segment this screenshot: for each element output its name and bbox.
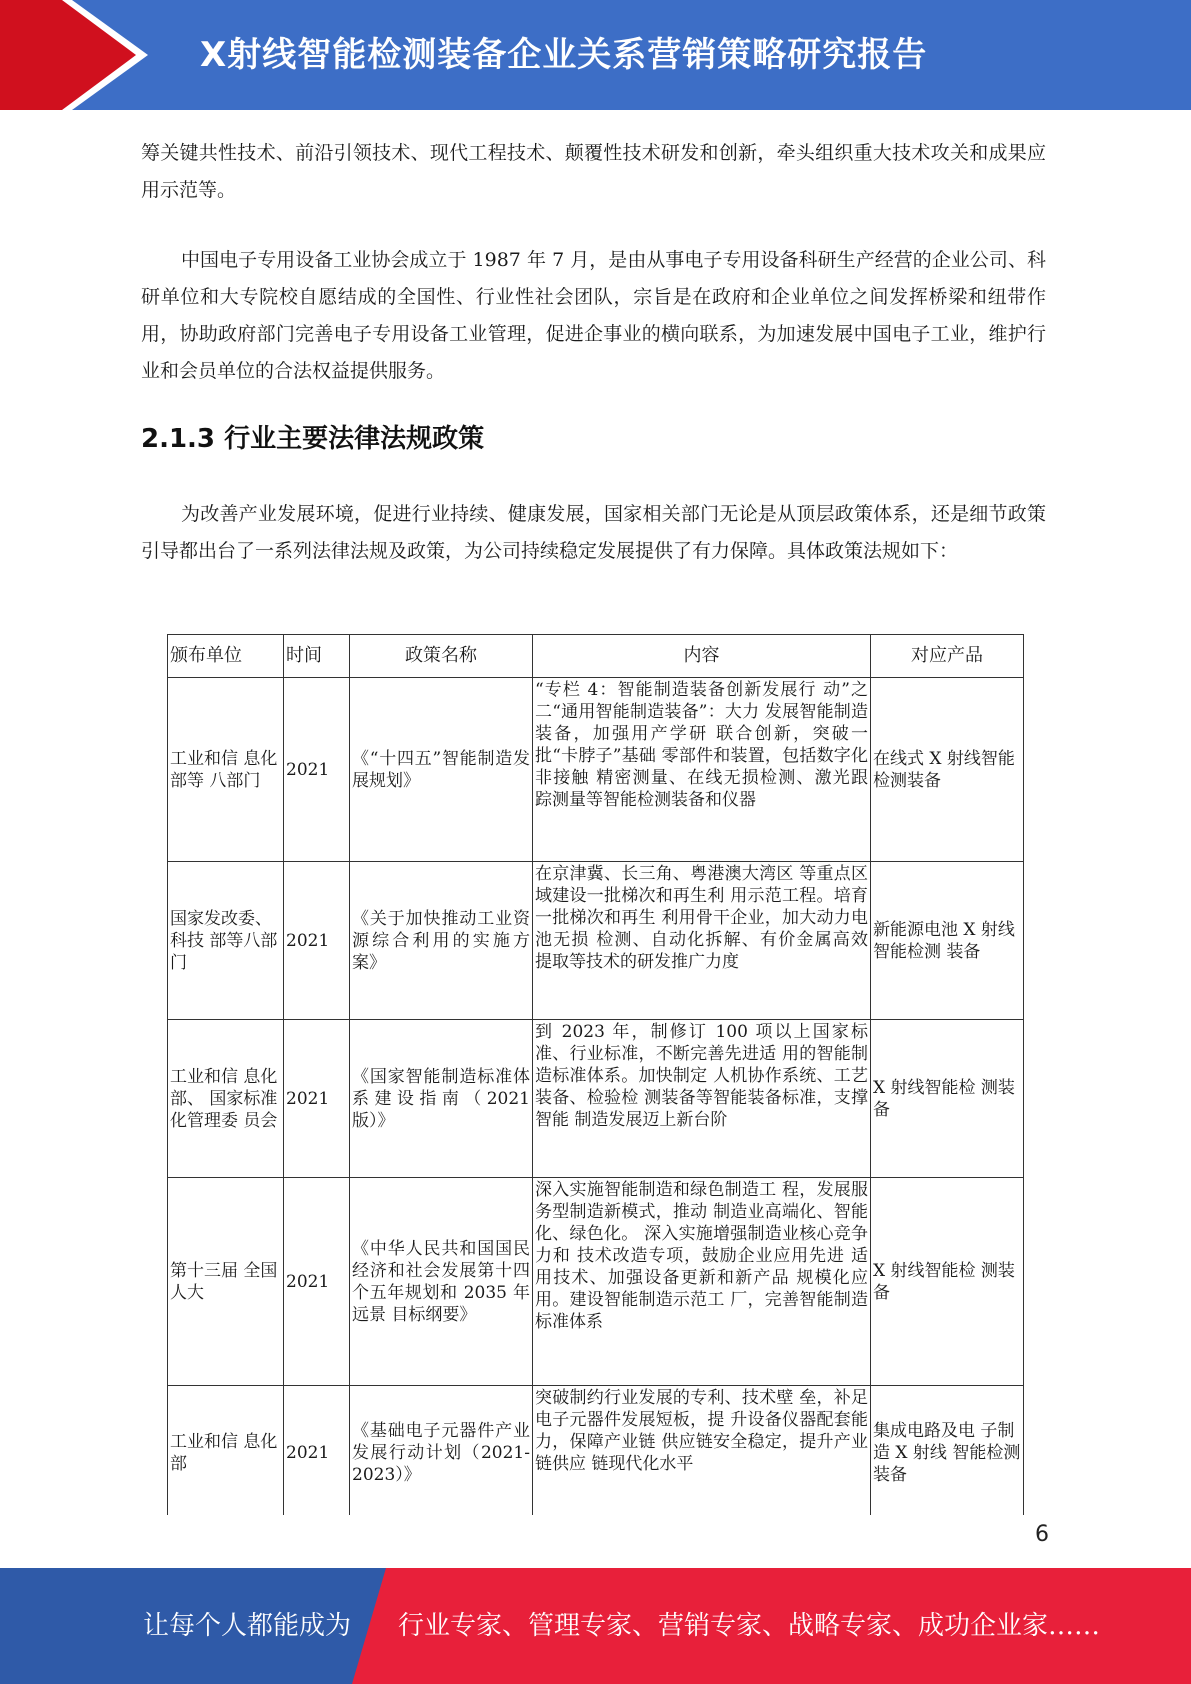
year-cell: 2021 [284,1020,350,1178]
product-cell: 新能源电池 X 射线智能检测 装备 [871,862,1024,1020]
policy-name-cell: 《国家智能制造标准体系建设指南（2021 版）》 [350,1020,533,1178]
page-footer [0,1568,1191,1684]
page-number: 6 [1035,1522,1049,1547]
table-row [168,1386,1024,1520]
paragraph-3: 为改善产业发展环境，促进行业持续、健康发展，国家相关部门无论是从顶层政策体系，还是细节政策引导都出台了一系列法律法规及政策，为公司持续稳定发展提供了有力保障。具体政策法规如下： [141,503,1046,562]
product-cell: 在线式 X 射线智能检测装备 [871,678,1024,862]
section-heading: 2.1.3 行业主要法律法规政策 [141,424,485,454]
footer-slogan-right: 行业专家、管理专家、营销专家、战略专家、成功企业家…… [398,1611,1101,1641]
policy-name-cell: 《中华人民共和国国民经济和社会发展第十四个五年规划和 2035 年远景 目标纲要》 [350,1178,533,1386]
column-header-year: 时间 [284,635,350,678]
year-cell: 2021 [284,1178,350,1386]
paragraph-2: 中国电子专用设备工业协会成立于 1987 年 7 月，是由从事电子专用设备科研生产经营的企业公司、科研单位和大专院校自愿结成的全国性、行业性社会团队，宗旨是在政府和企业单位之间发挥桥梁和纽带作用，协助政府部门完善电子专用设备工业管理，促进企事业的横向联系，为加速发展中国电子工业，维护行业和会员单位的合法权益提供服务。 [141,249,1046,382]
column-header-product: 对应产品 [871,635,1024,678]
content-cell: 突破制约行业发展的专利、技术壁 垒，补足电子元器件发展短板，提 升设备仪器配套能力，保障产业链 供应链安全稳定，提升产业链供应 链现代化水平 [533,1386,871,1520]
content-cell: 到 2023 年，制修订 100 项以上国家标准、行业标准，不断完善先进适 用的智能制造标准体系。加快制定 人机协作系统、工艺装备、检验检 测装备等智能装备标准，支撑智能 制造发展迈上新台阶 [533,1020,871,1178]
policy-name-cell: 《基础电子元器件产业发展行动计划（2021-2023）》 [350,1386,533,1520]
policy-name-cell: 《“十四五”智能制造发展规划》 [350,678,533,862]
product-cell: X 射线智能检 测装备 [871,1178,1024,1386]
product-cell: X 射线智能检 测装备 [871,1020,1024,1178]
issuer-cell: 工业和信 息化部 [168,1386,284,1520]
paragraph-1: 筹关键共性技术、前沿引领技术、现代工程技术、颠覆性技术研发和创新，牵头组织重大技术攻关和成果应用示范等。 [141,142,1046,201]
header-red-arrow-shape [0,0,150,110]
policy-name-cell: 《关于加快推动工业资源综合利用的实施方案》 [350,862,533,1020]
year-cell: 2021 [284,862,350,1020]
table-header-row [168,635,1024,678]
content-cell: “专栏 4：智能制造装备创新发展行 动”之二“通用智能制造装备”：大力 发展智能制造装备，加强用产学研 联合创新，突破一批“卡脖子”基础 零部件和装置，包括数字化非接触 精密测量、在线无损检测、激光跟 踪测量等智能检测装备和仪器 [533,678,871,862]
page-bottom-margin [0,1515,1191,1575]
policy-table [167,634,1024,1520]
report-title: X射线智能检测装备企业关系营销策略研究报告 [200,35,928,75]
column-header-content: 内容 [533,635,871,678]
column-header-policy: 政策名称 [350,635,533,678]
year-cell: 2021 [284,1386,350,1520]
table-row [168,1020,1024,1178]
table-row [168,678,1024,862]
issuer-cell: 工业和信 息化部等 八部门 [168,678,284,862]
table-row [168,1178,1024,1386]
page-header [0,0,1191,110]
content-cell: 深入实施智能制造和绿色制造工 程，发展服务型制造新模式，推动 制造业高端化、智能化、绿色化。 深入实施增强制造业核心竞争力和 技术改造专项，鼓励企业应用先进 适用技术、加强设备更新和新产品 规模化应用。建设智能制造示范工 厂，完善智能制造标准体系 [533,1178,871,1386]
year-cell: 2021 [284,678,350,862]
column-header-issuer: 颁布单位 [168,635,284,678]
issuer-cell: 第十三届 全国人大 [168,1178,284,1386]
product-cell: 集成电路及电 子制造 X 射线 智能检测装备 [871,1386,1024,1520]
table-row [168,862,1024,1020]
issuer-cell: 工业和信 息化部、 国家标准 化管理委 员会 [168,1020,284,1178]
footer-slogan-left: 让每个人都能成为 [143,1611,352,1641]
content-cell: 在京津冀、长三角、粤港澳大湾区 等重点区域建设一批梯次和再生利 用示范工程。培育一批梯次和再生 利用骨干企业，加大动力电池无损 检测、自动化拆解、有价金属高效 提取等技术的研发推广力度 [533,862,871,1020]
issuer-cell: 国家发改委、科技 部等八部 门 [168,862,284,1020]
